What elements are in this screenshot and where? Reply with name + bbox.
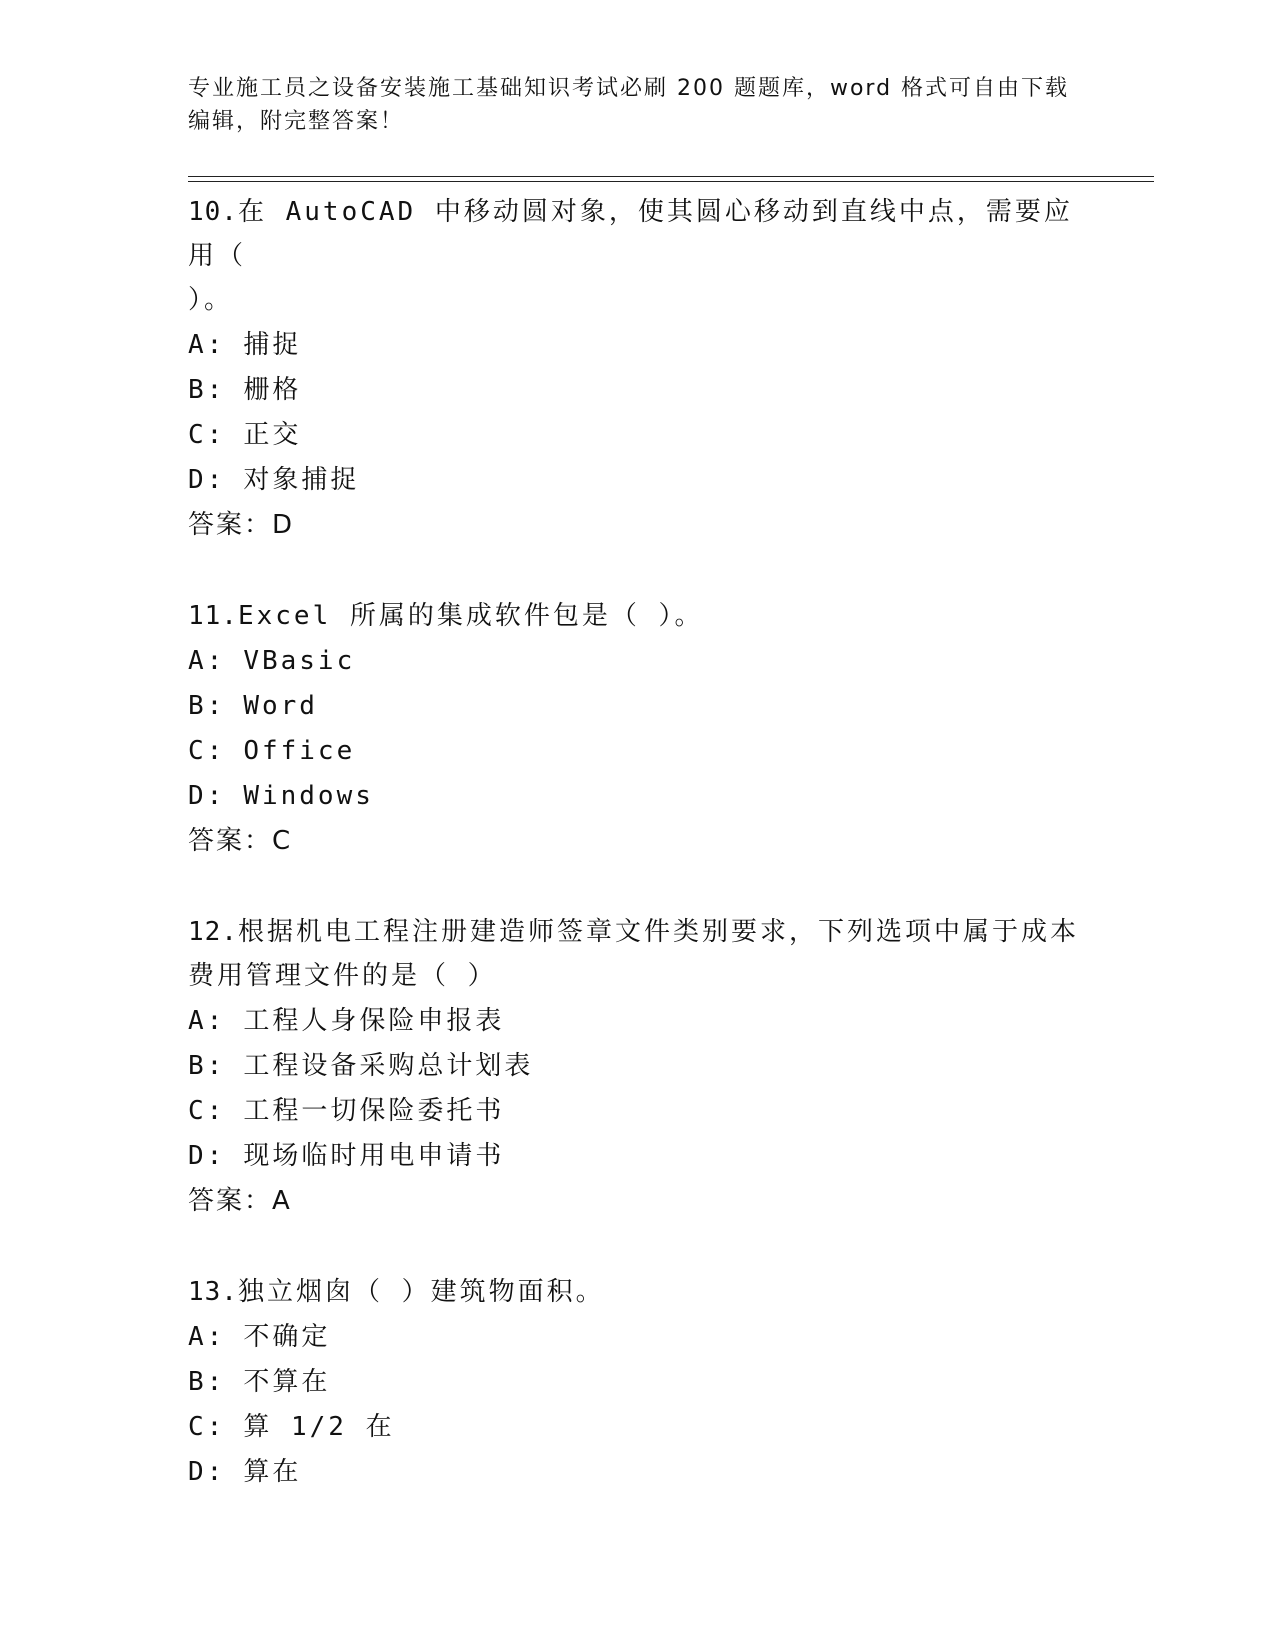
question-13 xyxy=(188,1270,1088,1495)
option-letter: D: xyxy=(188,781,226,811)
option-b xyxy=(188,1044,1088,1089)
option-text: 现场临时用电申请书 xyxy=(243,1141,505,1171)
option-b xyxy=(188,1360,1088,1405)
option-c xyxy=(188,1089,1088,1134)
question-number: 13. xyxy=(188,1277,238,1307)
option-d xyxy=(188,458,1088,503)
option-letter: B: xyxy=(188,691,226,721)
option-letter: A: xyxy=(188,1006,226,1036)
option-d xyxy=(188,1134,1088,1179)
option-letter: A: xyxy=(188,646,226,676)
question-12 xyxy=(188,910,1088,1224)
option-text: 工程人身保险申报表 xyxy=(243,1006,505,1036)
option-text: 不算在 xyxy=(243,1367,331,1397)
option-b xyxy=(188,368,1088,413)
option-d xyxy=(188,1450,1088,1495)
question-stem xyxy=(188,594,1088,638)
question-stem-line-2: 费用管理文件的是（ ） xyxy=(188,961,497,991)
option-a xyxy=(188,323,1088,368)
option-letter: D: xyxy=(188,465,226,495)
question-number: 10. xyxy=(188,197,238,227)
option-letter: B: xyxy=(188,1367,226,1397)
question-stem-line-1: 独立烟囱（ ）建筑物面积。 xyxy=(237,1277,605,1307)
option-c xyxy=(188,1405,1088,1450)
option-text: 算在 xyxy=(243,1457,302,1487)
option-text: Windows xyxy=(243,781,374,811)
header-line-1: 专业施工员之设备安装施工基础知识考试必刷 200 题题库，word 格式可自由下载 xyxy=(188,76,1070,101)
answer-line: 答案：A xyxy=(188,1186,292,1216)
option-text: 不确定 xyxy=(243,1322,331,1352)
question-stem xyxy=(188,190,1088,322)
option-text: Office xyxy=(243,736,356,766)
option-text: 工程一切保险委托书 xyxy=(243,1096,505,1126)
option-letter: B: xyxy=(188,375,226,405)
option-text: 栅格 xyxy=(243,375,302,405)
question-stem xyxy=(188,910,1088,998)
answer-line: 答案：C xyxy=(188,826,293,856)
option-text: VBasic xyxy=(243,646,356,676)
option-text: 对象捕捉 xyxy=(243,465,360,495)
option-c xyxy=(188,413,1088,458)
option-a xyxy=(188,1315,1088,1360)
question-stem-line-2: ）。 xyxy=(188,285,234,315)
option-letter: A: xyxy=(188,330,226,360)
option-letter: A: xyxy=(188,1322,226,1352)
document-header xyxy=(188,72,1088,138)
question-stem xyxy=(188,1270,1088,1314)
header-line-2: 编辑，附完整答案！ xyxy=(188,109,405,134)
option-letter: B: xyxy=(188,1051,226,1081)
option-letter: C: xyxy=(188,736,226,766)
question-list xyxy=(188,190,1088,1541)
question-11 xyxy=(188,594,1088,864)
option-a xyxy=(188,999,1088,1044)
option-letter: D: xyxy=(188,1457,226,1487)
question-stem-line-1: 在 AutoCAD 中移动圆对象，使其圆心移动到直线中点，需要应用（ xyxy=(188,197,1073,271)
option-text: 工程设备采购总计划表 xyxy=(243,1051,534,1081)
option-letter: D: xyxy=(188,1141,226,1171)
option-d xyxy=(188,774,1088,819)
question-number: 11. xyxy=(188,601,238,631)
option-b xyxy=(188,684,1088,729)
option-text: 算 1/2 在 xyxy=(243,1412,395,1442)
header-divider-top xyxy=(188,176,1154,177)
option-c xyxy=(188,729,1088,774)
option-text: 捕捉 xyxy=(243,330,302,360)
question-stem-line-1: Excel 所属的集成软件包是（ ）。 xyxy=(237,601,704,631)
option-text: 正交 xyxy=(243,420,302,450)
option-text: Word xyxy=(243,691,318,721)
header-divider-bottom xyxy=(188,181,1154,182)
question-number: 12. xyxy=(188,917,238,947)
question-stem-line-1: 根据机电工程注册建造师签章文件类别要求，下列选项中属于成本 xyxy=(237,917,1079,947)
option-a xyxy=(188,639,1088,684)
question-10 xyxy=(188,190,1088,548)
option-letter: C: xyxy=(188,1412,226,1442)
option-letter: C: xyxy=(188,420,226,450)
answer-line: 答案：D xyxy=(188,510,295,540)
option-letter: C: xyxy=(188,1096,226,1126)
